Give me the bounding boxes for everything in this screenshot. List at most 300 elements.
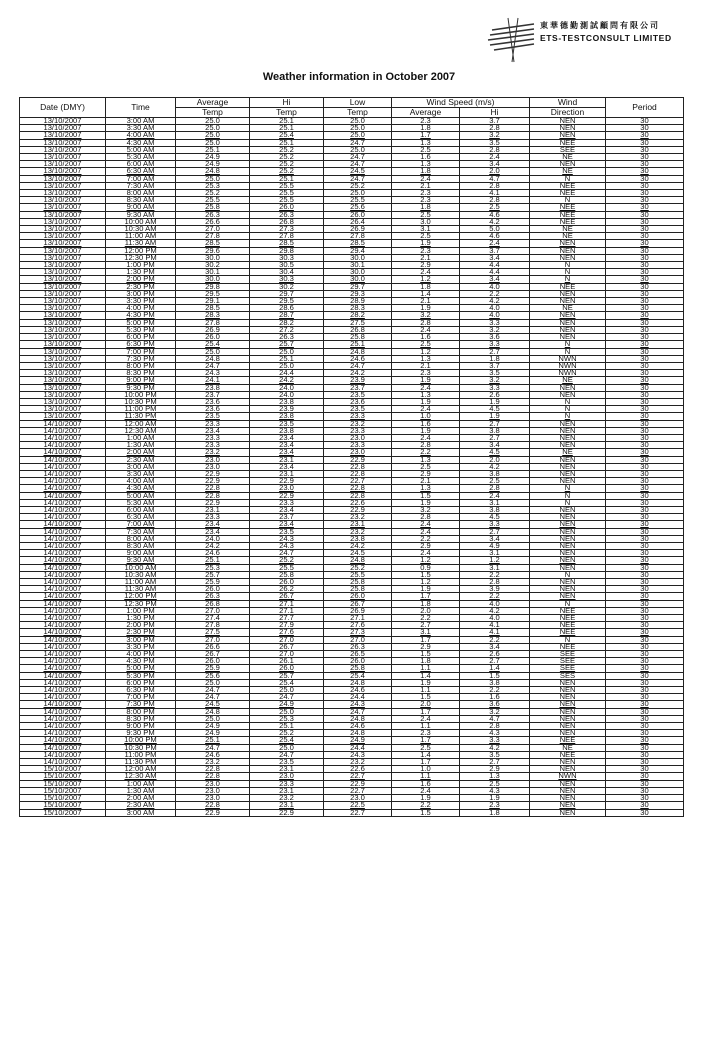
avg-temp-cell [176, 427, 250, 434]
wind-dir-cell-text: N [564, 636, 571, 644]
period-cell-text: 30 [640, 751, 649, 759]
ws-hi-cell-text: 2.5 [489, 203, 500, 212]
wind-dir-cell [530, 362, 606, 369]
hi-temp-cell-text: 25.0 [279, 744, 294, 752]
period-cell [606, 427, 684, 434]
wind-dir-cell [530, 226, 606, 233]
wind-dir-cell-text: N [564, 196, 571, 204]
table-row [20, 413, 684, 420]
wind-dir-cell-text: SEE [559, 146, 576, 154]
ws-avg-cell-text: 1.1 [420, 772, 431, 781]
wind-dir-cell [530, 168, 606, 175]
period-cell [606, 370, 684, 377]
ws-avg-cell [392, 420, 460, 427]
hi-temp-cell [250, 442, 324, 449]
wind-dir-cell [530, 528, 606, 535]
low-temp-cell [324, 226, 392, 233]
hi-temp-cell-text: 23.1 [279, 765, 294, 773]
date-cell-text: 13/10/2007 [43, 175, 82, 183]
avg-temp-cell [176, 326, 250, 333]
table-row [20, 262, 684, 269]
date-cell [20, 506, 106, 513]
period-cell [606, 456, 684, 463]
avg-temp-cell-text: 25.1 [205, 736, 220, 745]
date-cell [20, 226, 106, 233]
time-cell-text: 4:30 AM [126, 139, 155, 147]
ws-hi-cell-text: 4.0 [489, 311, 500, 320]
hi-temp-cell [250, 197, 324, 204]
ws-hi-cell-text: 3.2 [489, 326, 500, 334]
wind-dir-cell [530, 492, 606, 499]
hi-temp-cell-text: 28.5 [279, 239, 294, 248]
table-row [20, 579, 684, 586]
avg-temp-cell-text: 29.8 [205, 283, 220, 291]
date-cell [20, 341, 106, 348]
hi-temp-cell-text: 23.8 [279, 412, 294, 421]
low-temp-cell-text: 22.6 [350, 765, 365, 773]
time-cell [106, 247, 176, 254]
avg-temp-cell [176, 154, 250, 161]
period-cell [606, 651, 684, 658]
time-cell [106, 550, 176, 557]
wind-dir-cell [530, 694, 606, 701]
period-cell-text: 30 [640, 758, 649, 766]
ws-avg-cell-text: 1.3 [420, 139, 431, 147]
low-temp-cell-text: 22.9 [350, 506, 365, 514]
time-cell [106, 651, 176, 658]
wind-dir-cell-text: NEE [559, 203, 576, 212]
low-temp-cell-text: 26.9 [350, 225, 365, 233]
period-cell-text: 30 [640, 600, 649, 608]
hi-temp-cell-text: 24.9 [279, 700, 294, 709]
col-header-hi-bottom: Temp [250, 108, 324, 118]
table-row [20, 499, 684, 506]
ws-avg-cell-text: 1.7 [420, 708, 431, 716]
low-temp-cell [324, 586, 392, 593]
ws-hi-cell [460, 499, 530, 506]
time-cell-text: 1:30 PM [126, 268, 155, 276]
low-temp-cell-text: 23.0 [350, 794, 365, 802]
avg-temp-cell-text: 27.0 [205, 636, 220, 644]
low-temp-cell [324, 571, 392, 578]
ws-avg-cell-text: 2.9 [420, 261, 431, 269]
avg-temp-cell [176, 579, 250, 586]
ws-hi-cell [460, 802, 530, 809]
low-temp-cell-text: 22.9 [350, 780, 365, 788]
ws-avg-cell-text: 1.3 [420, 160, 431, 168]
col-header-ws-avg: Average [392, 108, 460, 118]
period-cell [606, 247, 684, 254]
avg-temp-cell-text: 25.0 [205, 348, 220, 356]
hi-temp-cell-text: 23.0 [279, 772, 294, 781]
ws-avg-cell-text: 2.0 [420, 700, 431, 709]
ws-avg-cell [392, 175, 460, 182]
wind-dir-cell [530, 247, 606, 254]
time-cell [106, 557, 176, 564]
ws-avg-cell [392, 384, 460, 391]
time-cell [106, 679, 176, 686]
time-cell [106, 190, 176, 197]
time-cell [106, 586, 176, 593]
low-temp-cell-text: 24.2 [350, 369, 365, 377]
date-cell-text: 14/10/2007 [43, 744, 82, 752]
ws-avg-cell [392, 535, 460, 542]
hi-temp-cell-text: 22.9 [279, 809, 294, 817]
hi-temp-cell [250, 672, 324, 679]
hi-temp-cell [250, 485, 324, 492]
hi-temp-cell-text: 26.2 [279, 585, 294, 593]
time-cell-text: 4:30 PM [126, 311, 155, 320]
time-cell [106, 384, 176, 391]
low-temp-cell-text: 24.8 [350, 715, 365, 723]
time-cell-text: 12:30 PM [124, 254, 157, 262]
period-cell-text: 30 [640, 304, 649, 312]
time-cell-text: 9:00 AM [126, 203, 155, 212]
ws-hi-cell-text: 4.2 [489, 297, 500, 305]
period-cell [606, 600, 684, 607]
period-cell [606, 701, 684, 708]
ws-hi-cell-text: 2.2 [489, 636, 500, 644]
date-cell [20, 651, 106, 658]
avg-temp-cell-text: 27.8 [205, 232, 220, 240]
hi-temp-cell [250, 571, 324, 578]
date-cell [20, 672, 106, 679]
avg-temp-cell [176, 809, 250, 816]
wind-dir-cell [530, 434, 606, 441]
hi-temp-cell-text: 30.5 [279, 261, 294, 269]
wind-dir-cell [530, 723, 606, 730]
date-cell-text: 14/10/2007 [43, 607, 82, 615]
period-cell-text: 30 [640, 736, 649, 745]
low-temp-cell [324, 233, 392, 240]
time-cell [106, 478, 176, 485]
date-cell [20, 283, 106, 290]
period-cell-text: 30 [640, 729, 649, 737]
hi-temp-cell-text: 26.7 [279, 592, 294, 601]
hi-temp-cell-text: 25.2 [279, 153, 294, 161]
wind-dir-cell-text: NEN [559, 506, 576, 514]
ws-hi-cell [460, 427, 530, 434]
avg-temp-cell [176, 723, 250, 730]
date-cell [20, 795, 106, 802]
date-cell-text: 14/10/2007 [43, 463, 82, 471]
period-cell-text: 30 [640, 621, 649, 629]
time-cell [106, 593, 176, 600]
avg-temp-cell-text: 23.3 [205, 434, 220, 442]
ws-avg-cell [392, 600, 460, 607]
time-cell-text: 6:00 AM [126, 506, 155, 514]
time-cell-text: 8:30 PM [126, 369, 155, 377]
wind-dir-cell [530, 586, 606, 593]
low-temp-cell [324, 672, 392, 679]
date-cell [20, 449, 106, 456]
period-cell [606, 528, 684, 535]
ws-avg-cell-text: 2.9 [420, 542, 431, 550]
ws-avg-cell [392, 766, 460, 773]
period-cell-text: 30 [640, 326, 649, 334]
table-row [20, 456, 684, 463]
date-cell-text: 14/10/2007 [43, 499, 82, 507]
time-cell [106, 334, 176, 341]
date-cell-text: 14/10/2007 [43, 600, 82, 608]
table-row [20, 485, 684, 492]
wind-dir-cell-text: SEE [559, 657, 576, 665]
wind-dir-cell [530, 708, 606, 715]
time-cell [106, 442, 176, 449]
hi-temp-cell [250, 240, 324, 247]
hi-temp-cell [250, 283, 324, 290]
avg-temp-cell-text: 23.5 [205, 412, 220, 421]
table-row [20, 190, 684, 197]
table-row [20, 334, 684, 341]
period-cell [606, 276, 684, 283]
low-temp-cell [324, 478, 392, 485]
low-temp-cell-text: 26.3 [350, 643, 365, 651]
period-cell [606, 658, 684, 665]
date-cell-text: 14/10/2007 [43, 420, 82, 428]
time-cell [106, 694, 176, 701]
ws-avg-cell-text: 2.1 [420, 297, 431, 305]
avg-temp-cell-text: 23.4 [205, 528, 220, 536]
hi-temp-cell-text: 26.0 [279, 203, 294, 212]
hi-temp-cell [250, 391, 324, 398]
ws-hi-cell [460, 190, 530, 197]
avg-temp-cell-text: 26.0 [205, 585, 220, 593]
low-temp-cell-text: 24.8 [350, 348, 365, 356]
avg-temp-cell [176, 564, 250, 571]
time-cell [106, 795, 176, 802]
period-cell [606, 168, 684, 175]
time-cell [106, 672, 176, 679]
ws-hi-cell-text: 1.4 [489, 664, 500, 673]
wind-dir-cell-text: N [564, 268, 571, 276]
period-cell-text: 30 [640, 672, 649, 680]
date-cell-text: 15/10/2007 [43, 765, 82, 773]
ws-avg-cell [392, 377, 460, 384]
ws-hi-cell [460, 629, 530, 636]
time-cell-text: 3:00 AM [126, 463, 155, 471]
period-cell-text: 30 [640, 787, 649, 795]
avg-temp-cell-text: 27.0 [205, 607, 220, 615]
wind-dir-cell-text: NEN [559, 679, 576, 687]
period-cell-text: 30 [640, 420, 649, 428]
low-temp-cell [324, 204, 392, 211]
ws-hi-cell-text: 3.8 [489, 506, 500, 514]
period-cell-text: 30 [640, 376, 649, 385]
wind-dir-cell-text: N [564, 484, 571, 493]
ws-avg-cell-text: 2.9 [420, 470, 431, 478]
period-cell-text: 30 [640, 283, 649, 291]
date-cell-text: 14/10/2007 [43, 520, 82, 529]
company-name-cn: 東華德勤測試顧問有限公司 [540, 21, 660, 30]
low-temp-cell [324, 636, 392, 643]
time-cell-text: 9:00 AM [126, 549, 155, 557]
wind-dir-cell [530, 233, 606, 240]
time-cell-text: 2:00 PM [126, 275, 155, 284]
low-temp-cell [324, 276, 392, 283]
avg-temp-cell-text: 23.0 [205, 463, 220, 471]
period-cell-text: 30 [640, 355, 649, 363]
ws-avg-cell-text: 1.9 [420, 794, 431, 802]
wind-dir-cell [530, 326, 606, 333]
avg-temp-cell [176, 463, 250, 470]
wind-dir-cell [530, 744, 606, 751]
ws-hi-cell [460, 708, 530, 715]
avg-temp-cell [176, 319, 250, 326]
date-cell-text: 14/10/2007 [43, 441, 82, 449]
ws-avg-cell-text: 1.7 [420, 131, 431, 140]
ws-avg-cell-text: 2.3 [420, 247, 431, 255]
ws-hi-cell-text: 2.8 [489, 578, 500, 586]
hi-temp-cell-text: 25.7 [279, 672, 294, 680]
ws-avg-cell [392, 665, 460, 672]
ws-avg-cell [392, 780, 460, 787]
ws-hi-cell [460, 370, 530, 377]
time-cell [106, 305, 176, 312]
wind-dir-cell-text: NEN [559, 319, 576, 327]
low-temp-cell-text: 27.5 [350, 319, 365, 327]
hi-temp-cell [250, 600, 324, 607]
time-cell-text: 2:30 PM [126, 283, 155, 291]
low-temp-cell [324, 615, 392, 622]
ws-hi-cell [460, 283, 530, 290]
period-cell [606, 204, 684, 211]
wind-dir-cell [530, 283, 606, 290]
avg-temp-cell-text: 23.3 [205, 441, 220, 449]
col-header-hi-top: Hi [250, 98, 324, 108]
ws-hi-cell-text: 2.4 [489, 239, 500, 248]
date-cell-text: 14/10/2007 [43, 513, 82, 521]
avg-temp-cell-text: 25.3 [205, 182, 220, 190]
hi-temp-cell [250, 737, 324, 744]
time-cell-text: 5:00 AM [126, 146, 155, 154]
date-cell [20, 478, 106, 485]
low-temp-cell [324, 139, 392, 146]
ws-avg-cell [392, 492, 460, 499]
date-cell-text: 14/10/2007 [43, 650, 82, 658]
ws-hi-cell-text: 4.6 [489, 232, 500, 240]
table-row [20, 766, 684, 773]
wind-dir-cell [530, 751, 606, 758]
hi-temp-cell-text: 23.4 [279, 441, 294, 449]
hi-temp-cell [250, 564, 324, 571]
ws-hi-cell-text: 3.2 [489, 708, 500, 716]
date-cell [20, 586, 106, 593]
period-cell-text: 30 [640, 643, 649, 651]
ws-avg-cell [392, 298, 460, 305]
date-cell [20, 535, 106, 542]
ws-avg-cell-text: 1.6 [420, 420, 431, 428]
low-temp-cell [324, 326, 392, 333]
wind-dir-cell [530, 146, 606, 153]
hi-temp-cell-text: 27.6 [279, 628, 294, 637]
ws-hi-cell-text: 4.2 [489, 463, 500, 471]
wind-dir-cell-text: NEN [559, 441, 576, 449]
time-cell [106, 715, 176, 722]
low-temp-cell [324, 485, 392, 492]
period-cell [606, 593, 684, 600]
time-cell-text: 11:30 AM [124, 585, 157, 593]
ws-avg-cell [392, 283, 460, 290]
date-cell-text: 14/10/2007 [43, 484, 82, 493]
period-cell [606, 312, 684, 319]
ws-hi-cell-text: 3.3 [489, 340, 500, 348]
wind-dir-cell [530, 298, 606, 305]
ws-hi-cell-text: 2.7 [489, 657, 500, 665]
ws-hi-cell [460, 254, 530, 261]
date-cell [20, 485, 106, 492]
low-temp-cell [324, 744, 392, 751]
low-temp-cell-text: 22.7 [350, 787, 365, 795]
period-cell-text: 30 [640, 528, 649, 536]
low-temp-cell [324, 341, 392, 348]
time-cell [106, 564, 176, 571]
time-cell-text: 10:30 AM [124, 571, 157, 579]
avg-temp-cell [176, 622, 250, 629]
wind-dir-cell [530, 715, 606, 722]
period-cell [606, 139, 684, 146]
avg-temp-cell-text: 29.1 [205, 297, 220, 305]
table-row [20, 463, 684, 470]
wind-dir-cell [530, 190, 606, 197]
period-cell-text: 30 [640, 333, 649, 341]
avg-temp-cell [176, 571, 250, 578]
avg-temp-cell-text: 22.8 [205, 801, 220, 809]
ws-hi-cell [460, 161, 530, 168]
period-cell [606, 319, 684, 326]
table-row [20, 615, 684, 622]
date-cell [20, 240, 106, 247]
time-cell [106, 665, 176, 672]
low-temp-cell [324, 780, 392, 787]
date-cell-text: 14/10/2007 [43, 564, 82, 572]
low-temp-cell-text: 24.5 [350, 167, 365, 176]
date-cell-text: 15/10/2007 [43, 809, 82, 817]
low-temp-cell-text: 25.0 [350, 117, 365, 125]
period-cell [606, 723, 684, 730]
ws-hi-cell [460, 247, 530, 254]
ws-avg-cell-text: 2.4 [420, 715, 431, 723]
hi-temp-cell [250, 492, 324, 499]
ws-hi-cell [460, 168, 530, 175]
wind-dir-cell-text: NEN [559, 297, 576, 305]
date-cell-text: 14/10/2007 [43, 693, 82, 701]
date-cell [20, 622, 106, 629]
wind-dir-cell [530, 290, 606, 297]
hi-temp-cell-text: 25.1 [279, 139, 294, 147]
period-cell [606, 514, 684, 521]
ws-avg-cell-text: 1.9 [420, 239, 431, 248]
date-cell-text: 14/10/2007 [43, 636, 82, 644]
date-cell [20, 290, 106, 297]
wind-dir-cell [530, 312, 606, 319]
low-temp-cell-text: 25.2 [350, 564, 365, 572]
date-cell-text: 14/10/2007 [43, 434, 82, 442]
avg-temp-cell-text: 22.8 [205, 765, 220, 773]
time-cell-text: 3:30 AM [126, 470, 155, 478]
table-row [20, 701, 684, 708]
period-cell-text: 30 [640, 571, 649, 579]
hi-temp-cell [250, 751, 324, 758]
low-temp-cell [324, 312, 392, 319]
hi-temp-cell-text: 24.7 [279, 751, 294, 759]
period-cell-text: 30 [640, 664, 649, 673]
wind-dir-cell [530, 269, 606, 276]
hi-temp-cell-text: 30.3 [279, 254, 294, 262]
hi-temp-cell-text: 25.4 [279, 131, 294, 140]
ws-avg-cell-text: 2.5 [420, 340, 431, 348]
avg-temp-cell-text: 24.0 [205, 535, 220, 543]
